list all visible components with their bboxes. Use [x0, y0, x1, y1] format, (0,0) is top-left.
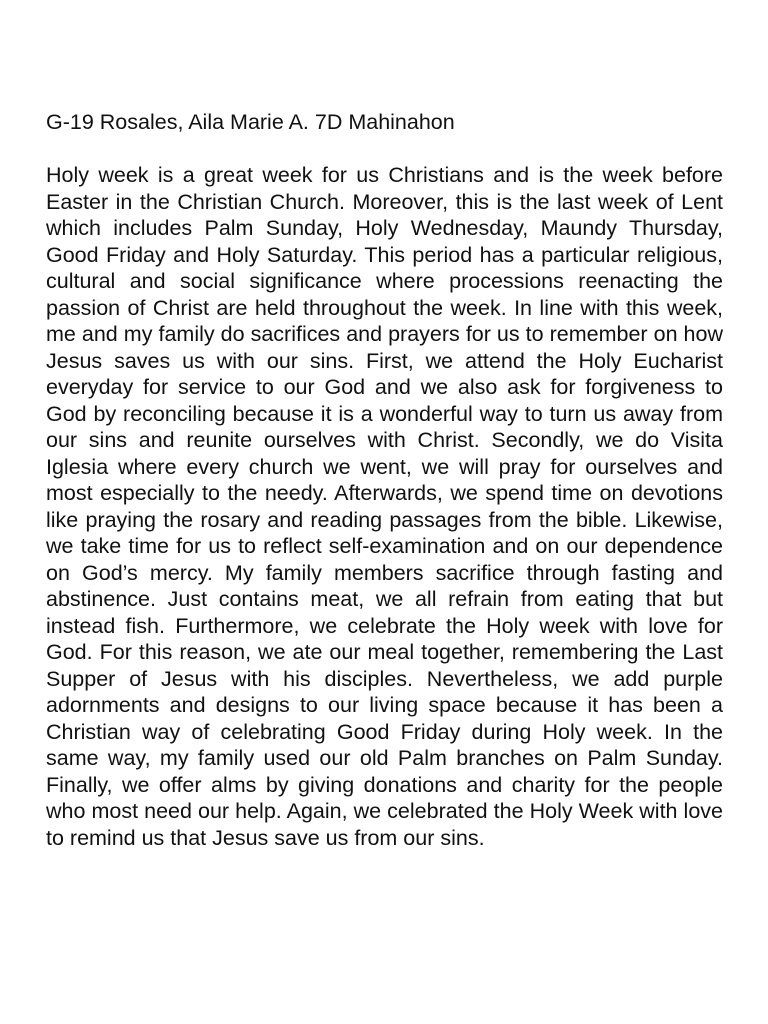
student-heading: G-19 Rosales, Aila Marie A. 7D Mahinahon [46, 110, 455, 134]
essay-paragraph: Holy week is a great week for us Christians and is the week before Easter in the Christian Church. Moreover, this is the last week of Lent which includes Palm Sunday, Holy Wednesday, Maundy Thursday, Good Friday and Holy Saturday. This period has a particular religious, cultural and social significance where processions reenacting the passion of Christ are held throughout the week. In line with this week, me and my family do sacrifices and prayers for us to remember on how Jesus saves us with our sins. First, we attend the Holy Eucharist everyday for service to our God and we also ask for forgiveness to God by reconciling because it is a wonderful way to turn us away from our sins and reunite ourselves with Christ. Secondly, we do Visita Iglesia where every church we went, we will pray for ourselves and most especially to the needy. Afterwards, we spend time on devotions like praying the rosary and reading passages from the bible. Likewise, we take time for us to reflect self-examination and on our dependence on God’s mercy. My family members sacrifice through fasting and abstinence. Just contains meat, we all refrain from eating that but instead fish. Furthermore, we celebrate the Holy week with love for God. For this reason, we ate our meal together, remembering the Last Supper of Jesus with his disciples. Nevertheless, we add purple adornments and designs to our living space because it has been a Christian way of celebrating Good Friday during Holy week. In the same way, my family used our old Palm branches on Palm Sunday. Finally, we offer alms by giving donations and charity for the people who most need our help. Again, we celebrated the Holy Week with love to remind us that Jesus save us from our sins. [46, 163, 723, 850]
